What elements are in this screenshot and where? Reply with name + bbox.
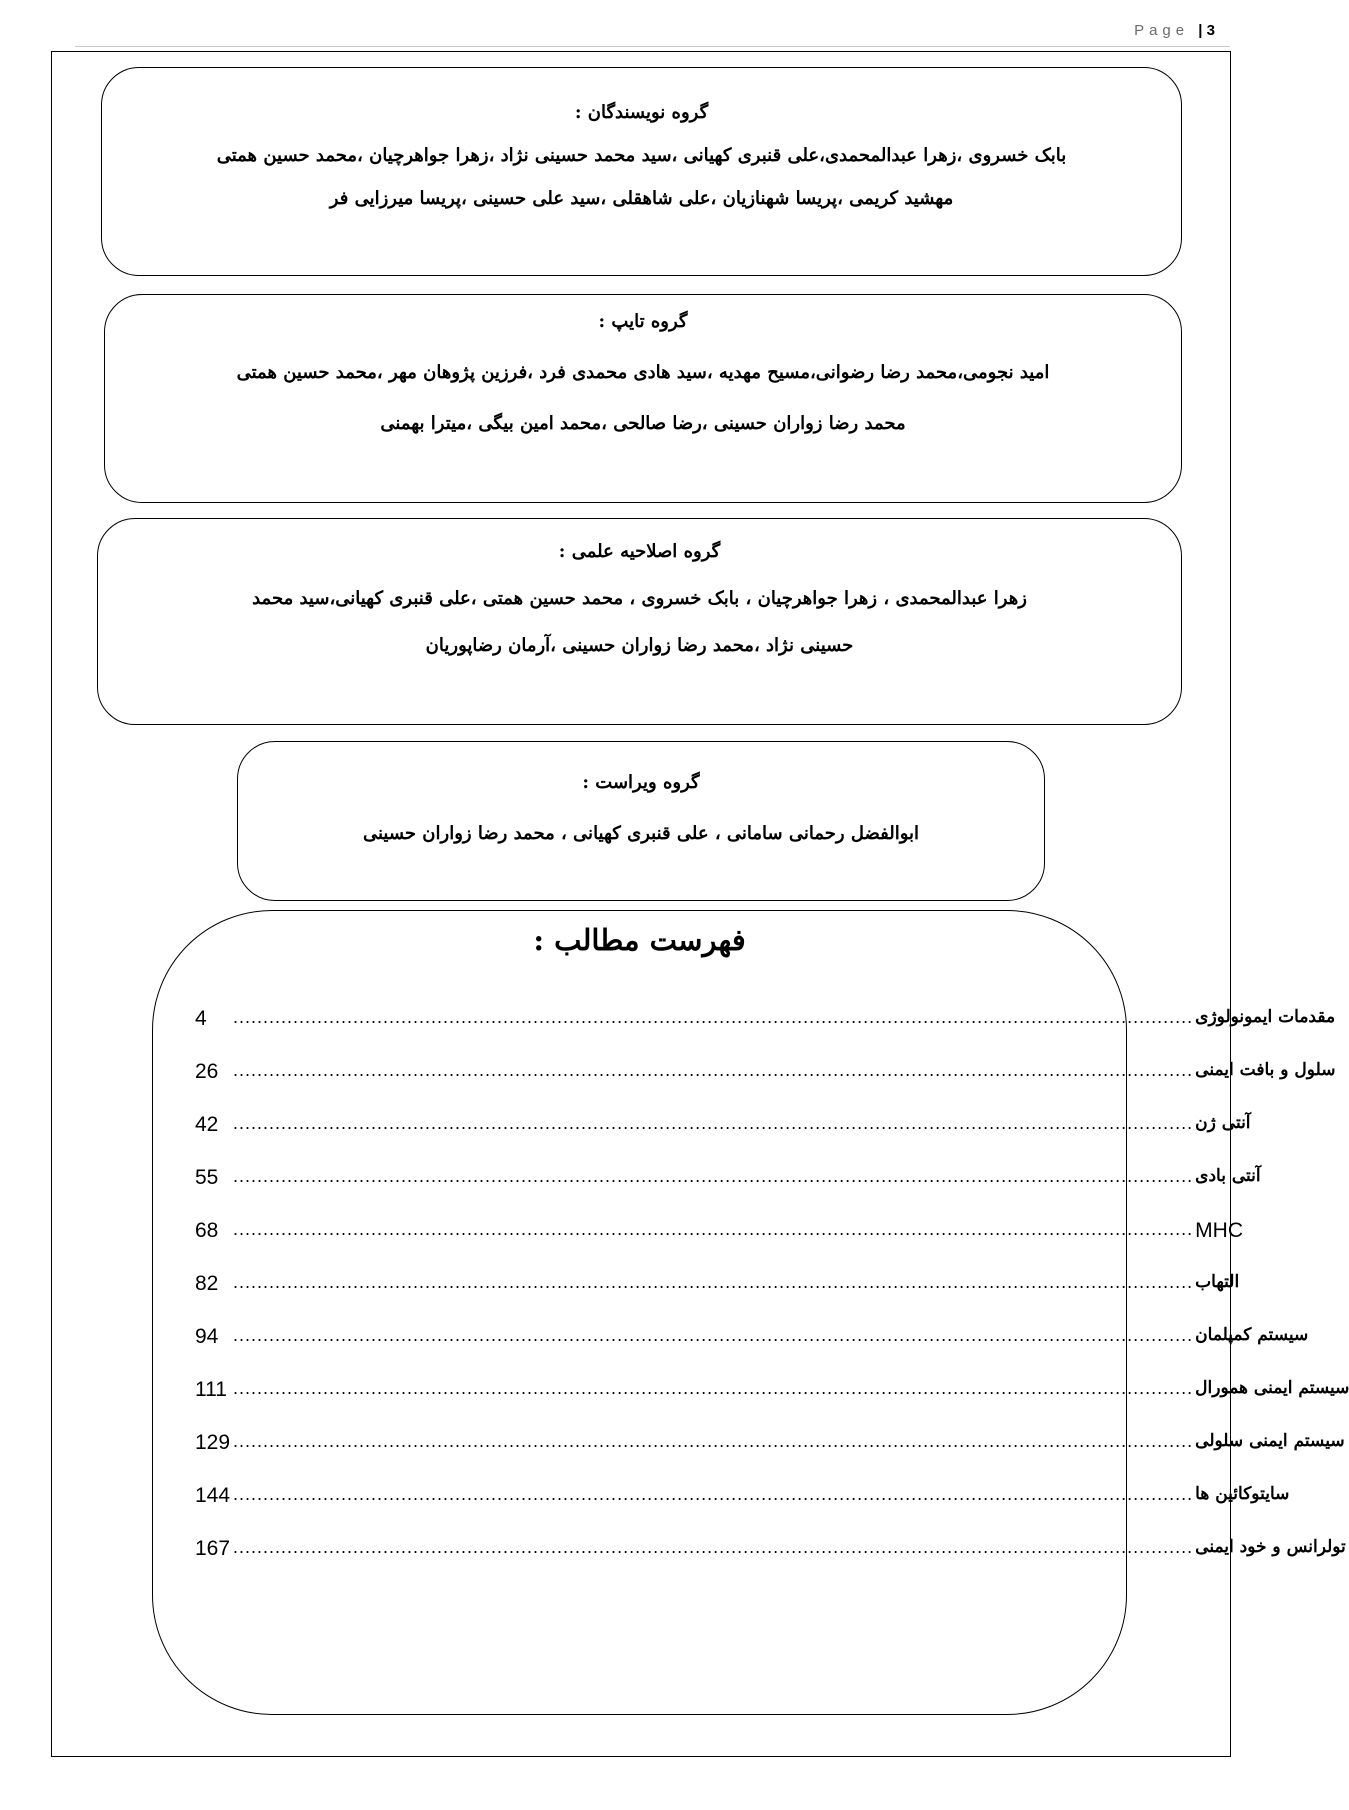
toc-entry-page: 144 <box>195 1484 231 1507</box>
toc-entry <box>195 1431 1345 1484</box>
toc-leader-dots: ................................................................................................................................................................ <box>233 1219 1194 1239</box>
editing-group-title: گروه ویراست : <box>582 772 700 793</box>
toc-leader-dots: ................................................................................................................................................................ <box>233 1484 1194 1504</box>
toc-entry-label: سلول و بافت ایمنی <box>1195 1060 1336 1080</box>
toc-entry-page: 94 <box>195 1325 219 1348</box>
toc-entry-page: 111 <box>195 1378 227 1401</box>
correction-group-title: گروه اصلاحیه علمی : <box>558 541 721 562</box>
toc-leader-dots: ................................................................................................................................................................ <box>233 1113 1194 1133</box>
header-divider <box>75 46 1230 47</box>
toc-entry-label: مقدمات ایمونولوژی <box>1195 1007 1336 1027</box>
editing-names-line-1: ابوالفضل رحمانی سامانی ، علی قنبری کهیانی ، محمد رضا زواران حسینی <box>362 823 920 844</box>
editing-group-box <box>237 741 1045 901</box>
toc-entry-label: سیستم ایمنی همورال <box>1195 1378 1349 1398</box>
toc-leader-dots: ................................................................................................................................................................ <box>233 1166 1194 1186</box>
toc-entry-page: 42 <box>195 1113 219 1136</box>
table-of-contents-box <box>152 910 1349 1715</box>
toc-entry <box>195 1272 1240 1325</box>
toc-entry-page: 55 <box>195 1166 219 1189</box>
toc-entry <box>195 1537 1346 1590</box>
toc-leader-dots: ................................................................................................................................................................ <box>233 1325 1194 1345</box>
writers-group-box <box>101 67 1182 276</box>
page-word: Page <box>1134 22 1190 39</box>
correction-names-line-2: حسینی نژاد ،محمد رضا زواران حسینی ،آرمان رضاپوریان <box>425 635 854 656</box>
toc-entry-label: سیستم ایمنی سلولی <box>1195 1431 1345 1451</box>
typists-names-line-2: محمد رضا زواران حسینی ،رضا صالحی ،محمد امین بیگی ،میترا بهمنی <box>380 413 906 434</box>
toc-leader-dots: ................................................................................................................................................................ <box>233 1537 1194 1557</box>
toc-entry <box>195 1325 1309 1378</box>
toc-entry-label: آنتی ژن <box>1195 1113 1251 1133</box>
toc-entry <box>195 1219 1243 1272</box>
writers-names-line-1: بابک خسروی ،زهرا عبدالمحمدی،علی قنبری کهیانی ،سید محمد حسینی نژاد ،زهرا جواهرچیان ،محمد حسین همتی <box>216 145 1067 166</box>
toc-entry-page: 26 <box>195 1060 219 1083</box>
writers-group-title: گروه نویسندگان : <box>574 102 709 123</box>
toc-entry-page: 82 <box>195 1272 219 1295</box>
page-number: 3 <box>1206 22 1215 39</box>
toc-leader-dots: ................................................................................................................................................................ <box>233 1272 1194 1292</box>
toc-entry-label: سایتوکائین ها <box>1195 1484 1290 1504</box>
toc-entry <box>195 1484 1290 1537</box>
page-separator: | <box>1198 22 1203 39</box>
toc-entry-label: تولرانس و خود ایمنی <box>1195 1537 1346 1557</box>
toc-entry-label: سیستم کمپلمان <box>1195 1325 1309 1345</box>
writers-names-line-2: مهشید کریمی ،پریسا شهنازیان ،علی شاهقلی ،سید علی حسینی ،پریسا میرزایی فر <box>329 188 954 209</box>
toc-entry-label: التهاب <box>1195 1272 1240 1292</box>
toc-leader-dots: ................................................................................................................................................................ <box>233 1060 1194 1080</box>
toc-entry-page: 129 <box>195 1431 231 1454</box>
page-header <box>1134 22 1215 39</box>
toc-entry-page: 68 <box>195 1219 219 1242</box>
toc-entry <box>195 1378 1349 1431</box>
typists-names-line-1: امید نجومی،محمد رضا رضوانی،مسیح مهدیه ،سید هادی محمدی فرد ،فرزین پژوهان مهر ،محمد حسین همتی <box>236 362 1050 383</box>
toc-entry-page: 4 <box>195 1007 207 1030</box>
toc-leader-dots: ................................................................................................................................................................ <box>233 1431 1194 1451</box>
toc-entry-page: 167 <box>195 1537 231 1560</box>
typists-group-title: گروه تایپ : <box>598 311 688 332</box>
toc-list <box>195 1007 1349 1590</box>
correction-group-box <box>97 518 1182 725</box>
toc-entry-label: آنتی بادی <box>1195 1166 1261 1186</box>
toc-entry <box>195 1166 1261 1219</box>
typists-group-box <box>104 294 1182 503</box>
toc-title: فهرست مطالب : <box>533 923 746 957</box>
correction-names-line-1: زهرا عبدالمحمدی ، زهرا جواهرچیان ، بابک خسروی ، محمد حسین همتی ،علی قنبری کهیانی،سید محمد <box>252 588 1027 609</box>
toc-leader-dots: ................................................................................................................................................................ <box>233 1007 1194 1027</box>
toc-leader-dots: ................................................................................................................................................................ <box>233 1378 1194 1398</box>
toc-entry <box>195 1113 1251 1166</box>
toc-entry <box>195 1060 1336 1113</box>
toc-entry-label: MHC <box>1195 1219 1243 1242</box>
toc-entry <box>195 1007 1336 1060</box>
